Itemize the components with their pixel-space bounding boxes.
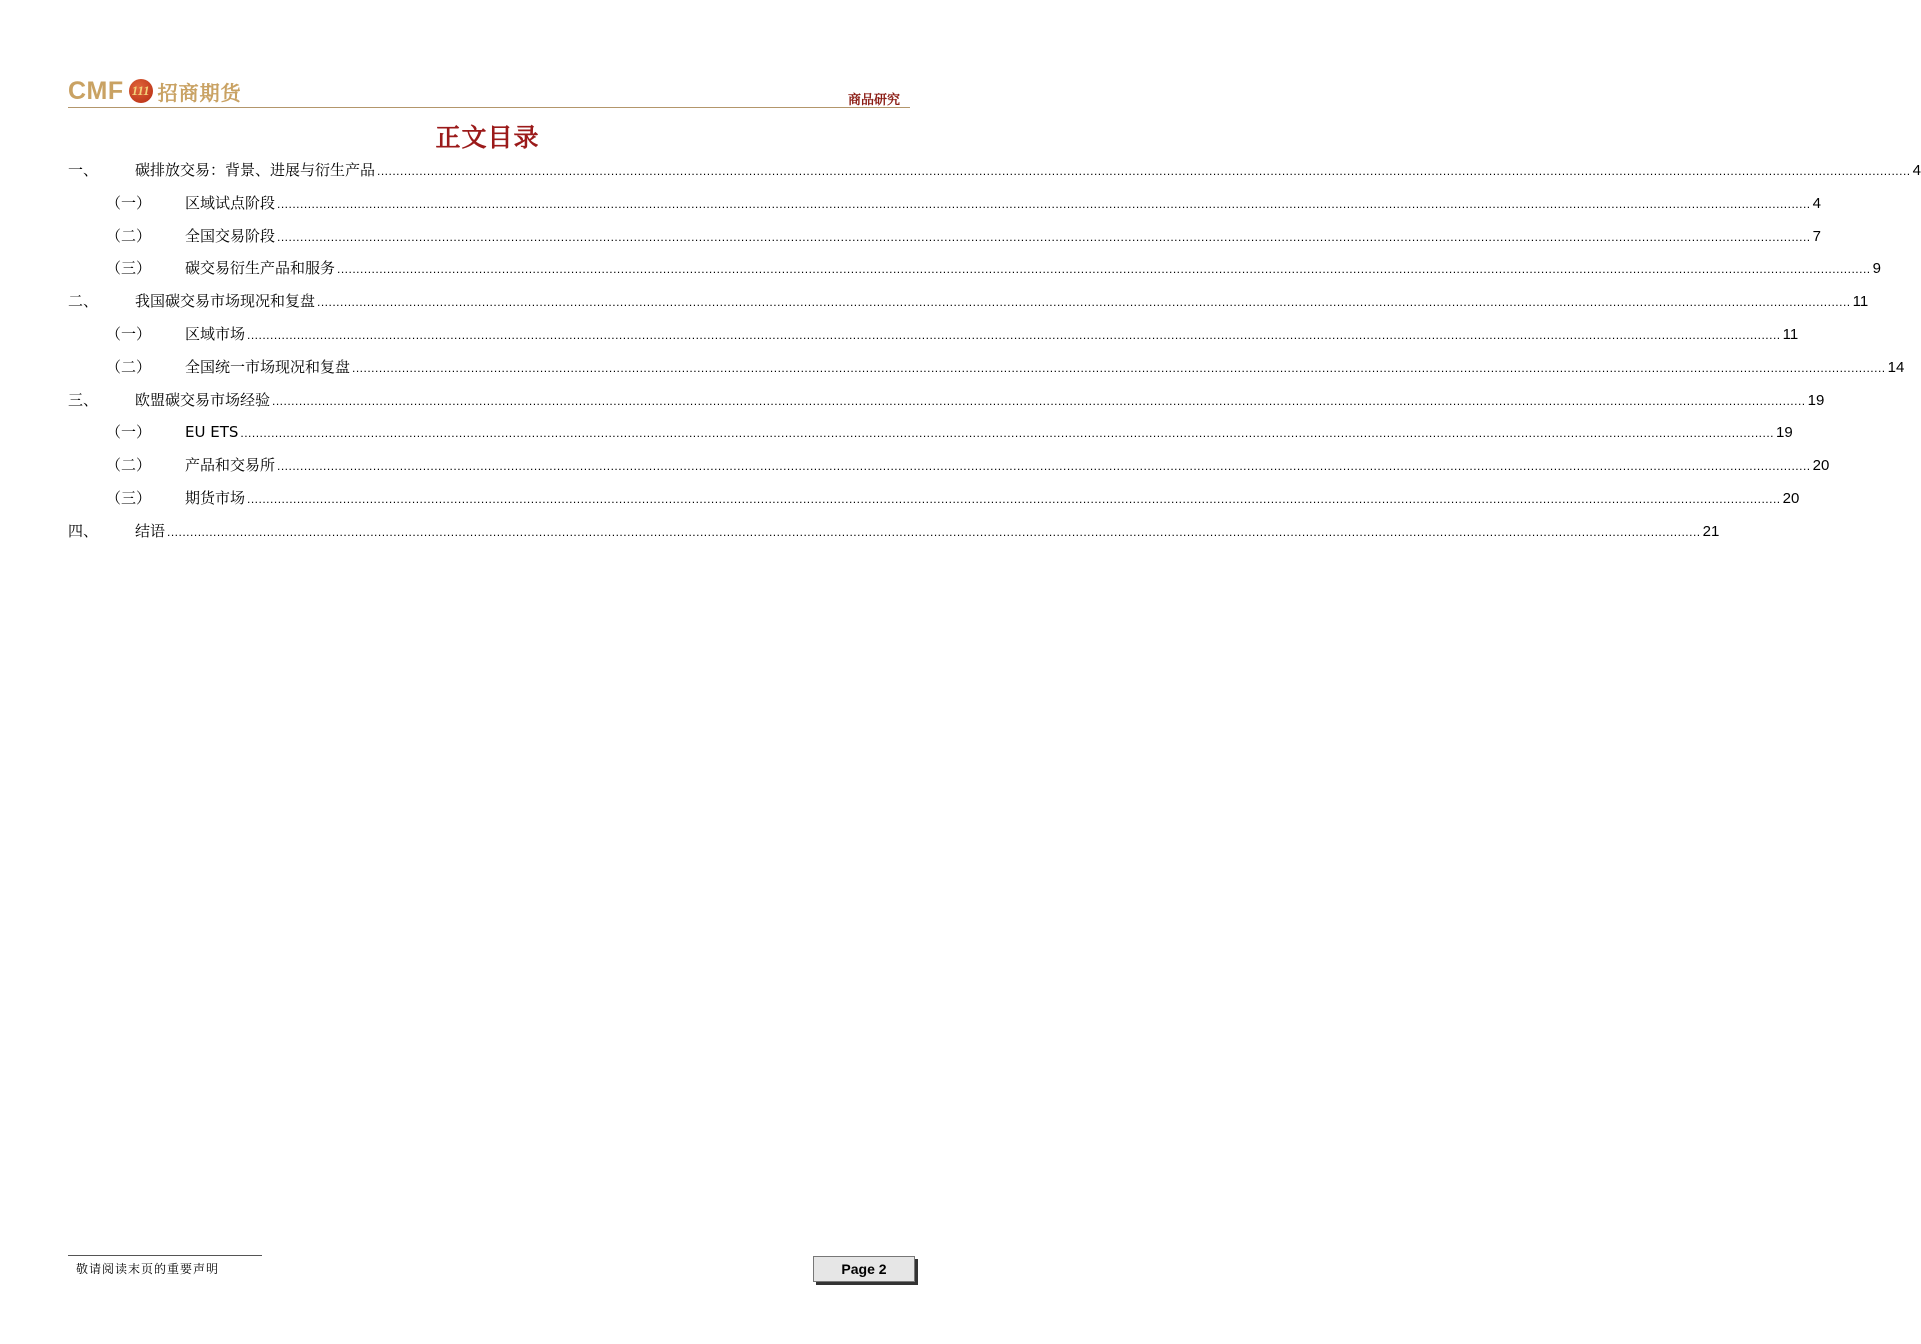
toc-entry-label: 期货市场 bbox=[185, 482, 247, 515]
toc-entry-label: 全国交易阶段 bbox=[185, 220, 277, 253]
toc-entry-text bbox=[185, 482, 1800, 516]
toc-entry[interactable] bbox=[68, 449, 1830, 482]
toc-entry-text bbox=[185, 416, 1793, 450]
toc-entry-number: （一） bbox=[106, 324, 152, 343]
toc-entry-label: 碳交易衍生产品和服务 bbox=[185, 252, 337, 285]
logo-company-name: 招商期货 bbox=[157, 80, 242, 105]
toc-entry-text bbox=[135, 384, 1825, 418]
toc-entry-label: 全国统一市场现况和复盘 bbox=[185, 351, 352, 384]
toc-entry-text bbox=[185, 252, 1881, 286]
toc-entry-label: 欧盟碳交易市场经验 bbox=[135, 384, 272, 417]
toc-entry[interactable] bbox=[68, 482, 1800, 515]
toc-entry-label: 结语 bbox=[135, 515, 167, 548]
page-number-badge: Page 2 bbox=[813, 1256, 915, 1282]
toc-entry[interactable] bbox=[68, 154, 1921, 187]
footer-divider bbox=[68, 1255, 262, 1256]
toc-entry-text bbox=[185, 187, 1821, 221]
toc-entry[interactable] bbox=[68, 515, 1720, 548]
toc-entry-text bbox=[185, 351, 1905, 385]
toc-entry-number: 一、 bbox=[68, 161, 99, 179]
toc-entry-page: 19 bbox=[1775, 424, 1793, 442]
toc-entry[interactable] bbox=[68, 416, 1793, 449]
toc-entry-number: 三、 bbox=[68, 390, 99, 409]
toc-entry-label: 我国碳交易市场现况和复盘 bbox=[135, 285, 317, 318]
header-divider bbox=[68, 107, 910, 108]
toc-dot-leader: ................................................................................................................................................................................................................................................................................................................................................................................................................ bbox=[352, 360, 1886, 375]
toc-entry-text bbox=[135, 285, 1869, 319]
toc-dot-leader: ................................................................................................................................................................................................................................................................................................................................................................................................................ bbox=[277, 196, 1811, 211]
toc-entry-page: 19 bbox=[1807, 391, 1825, 409]
toc-dot-leader: ................................................................................................................................................................................................................................................................................................................................................................................................................ bbox=[247, 491, 1781, 506]
section-tag: 商品研究 bbox=[847, 93, 900, 108]
logo-cmf-text: CMF bbox=[68, 76, 124, 105]
toc-entry-label: 产品和交易所 bbox=[185, 449, 277, 482]
disclaimer-note: 敬请阅读末页的重要声明 bbox=[76, 1262, 220, 1276]
toc-entry[interactable] bbox=[68, 285, 1869, 318]
page-header bbox=[68, 74, 910, 108]
toc-dot-leader: ................................................................................................................................................................................................................................................................................................................................................................................................................ bbox=[377, 164, 1911, 178]
toc-entry-number: （二） bbox=[106, 357, 152, 376]
toc-entry-label: 区域试点阶段 bbox=[185, 187, 277, 220]
toc-entry-number: （二） bbox=[106, 226, 152, 245]
toc-entry[interactable] bbox=[68, 384, 1825, 417]
toc-dot-leader: ................................................................................................................................................................................................................................................................................................................................................................................................................ bbox=[277, 459, 1811, 474]
toc-dot-leader: ................................................................................................................................................................................................................................................................................................................................................................................................................ bbox=[337, 262, 1871, 277]
toc-entry-page: 20 bbox=[1812, 457, 1830, 475]
toc-entry-text bbox=[135, 515, 1720, 549]
table-of-contents bbox=[68, 154, 1921, 548]
toc-entry-page: 14 bbox=[1887, 358, 1905, 376]
page-title: 正文目录 bbox=[435, 123, 540, 152]
toc-dot-leader: ................................................................................................................................................................................................................................................................................................................................................................................................................ bbox=[272, 393, 1806, 408]
toc-entry-page: 9 bbox=[1872, 260, 1881, 278]
toc-dot-leader: ................................................................................................................................................................................................................................................................................................................................................................................................................ bbox=[247, 327, 1781, 342]
toc-dot-leader: ................................................................................................................................................................................................................................................................................................................................................................................................................ bbox=[167, 524, 1701, 539]
toc-dot-leader: ................................................................................................................................................................................................................................................................................................................................................................................................................ bbox=[240, 426, 1774, 441]
toc-dot-leader: ................................................................................................................................................................................................................................................................................................................................................................................................................ bbox=[317, 295, 1851, 310]
toc-entry-page: 11 bbox=[1782, 325, 1799, 343]
toc-dot-leader: ................................................................................................................................................................................................................................................................................................................................................................................................................ bbox=[277, 229, 1811, 244]
toc-entry-page: 4 bbox=[1912, 162, 1921, 179]
toc-entry-page: 20 bbox=[1782, 489, 1800, 507]
toc-entry-label: EU ETS bbox=[185, 416, 240, 449]
logo-emblem-icon: 111 bbox=[129, 79, 153, 103]
toc-entry-text bbox=[185, 449, 1830, 483]
toc-entry-text bbox=[135, 154, 1921, 188]
toc-entry-text bbox=[185, 318, 1799, 352]
toc-entry[interactable] bbox=[68, 187, 1821, 220]
company-logo bbox=[68, 74, 242, 108]
toc-entry[interactable] bbox=[68, 220, 1821, 253]
toc-entry-page: 21 bbox=[1702, 522, 1720, 540]
toc-entry-number: （一） bbox=[106, 423, 152, 442]
toc-entry-text bbox=[185, 220, 1821, 254]
toc-entry-page: 4 bbox=[1812, 194, 1821, 212]
toc-entry-number: （三） bbox=[106, 259, 152, 278]
toc-entry-page: 7 bbox=[1812, 227, 1821, 245]
toc-entry-number: 四、 bbox=[68, 521, 99, 540]
toc-entry-label: 碳排放交易：背景、进展与衍生产品 bbox=[135, 154, 377, 187]
toc-entry-number: 二、 bbox=[68, 292, 99, 311]
toc-entry[interactable] bbox=[68, 351, 1905, 384]
toc-entry-label: 区域市场 bbox=[185, 318, 247, 351]
toc-entry[interactable] bbox=[68, 318, 1799, 351]
toc-entry-number: （三） bbox=[106, 488, 152, 507]
toc-entry-number: （二） bbox=[106, 456, 152, 475]
toc-entry-number: （一） bbox=[106, 193, 152, 212]
toc-entry[interactable] bbox=[68, 252, 1881, 285]
toc-entry-page: 11 bbox=[1852, 293, 1869, 311]
